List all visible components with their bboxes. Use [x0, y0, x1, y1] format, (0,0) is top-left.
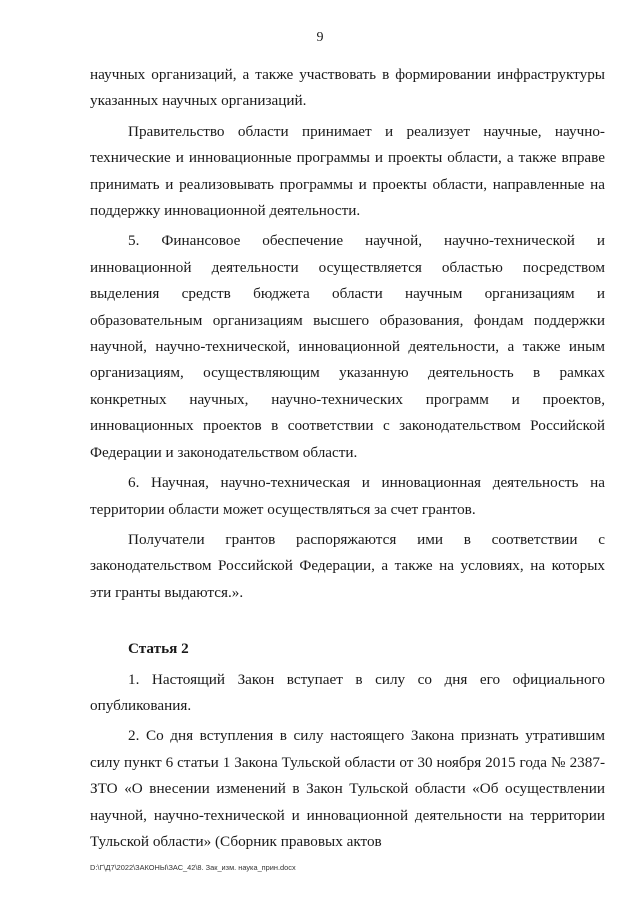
- paragraph-grants: 6. Научная, научно-техническая и инновационная деятельность на территории области может осуществляться за счет грантов.: [90, 474, 605, 518]
- page-number: 9: [316, 30, 324, 45]
- article-heading: Статья 2: [128, 640, 189, 658]
- paragraph-government-programs: Правительство области принимает и реализует научные, научно-технические и инновационные программы и проекты области, а также вправе принимать и реализовывать программы и проекты области, направленные на поддержку инновационной деятельности.: [90, 122, 605, 220]
- file-path-footer: D:\Г\Д7\2022\ЗАКОНЫ\ЗАС_42\8. Зак_изм. наука_прин.docx: [90, 863, 296, 872]
- document-body: [90, 62, 605, 859]
- paragraph-entry-into-force: 1. Настоящий Закон вступает в силу со дня его официального опубликования.: [90, 670, 605, 714]
- paragraph-grant-recipients: Получатели грантов распоряжаются ими в соответствии с законодательством Российской Федерации, а также на условиях, на которых эти гранты выдаются.».: [90, 530, 605, 601]
- paragraph-repeal: 2. Со дня вступления в силу настоящего Закона признать утратившим силу пункт 6 статьи 1 Закона Тульской области от 30 ноября 2015 года № 2387-ЗТО «О внесении изменений в Закон Тульской области «Об осуществлении научной, научно-технической и инновационной деятельности на территории Тульской области» (Сборник правовых актов: [90, 727, 605, 850]
- paragraph-financing: 5. Финансовое обеспечение научной, научно-технической и инновационной деятельности осуществляется областью посредством выделения средств бюджета области научным организациям и образовательным организациям высшего образования, фондам поддержки научной, научно-технической, инновационной деятельности, а также иным организациям, осуществляющим указанную деятельность в рамках конкретных научных, научно-технических программ и проектов, инновационных проектов в соответствии с законодательством Российской Федерации и законодательством области.: [90, 232, 605, 461]
- paragraph-infrastructure: научных организаций, а также участвовать в формировании инфраструктуры указанных научных организаций.: [90, 66, 605, 110]
